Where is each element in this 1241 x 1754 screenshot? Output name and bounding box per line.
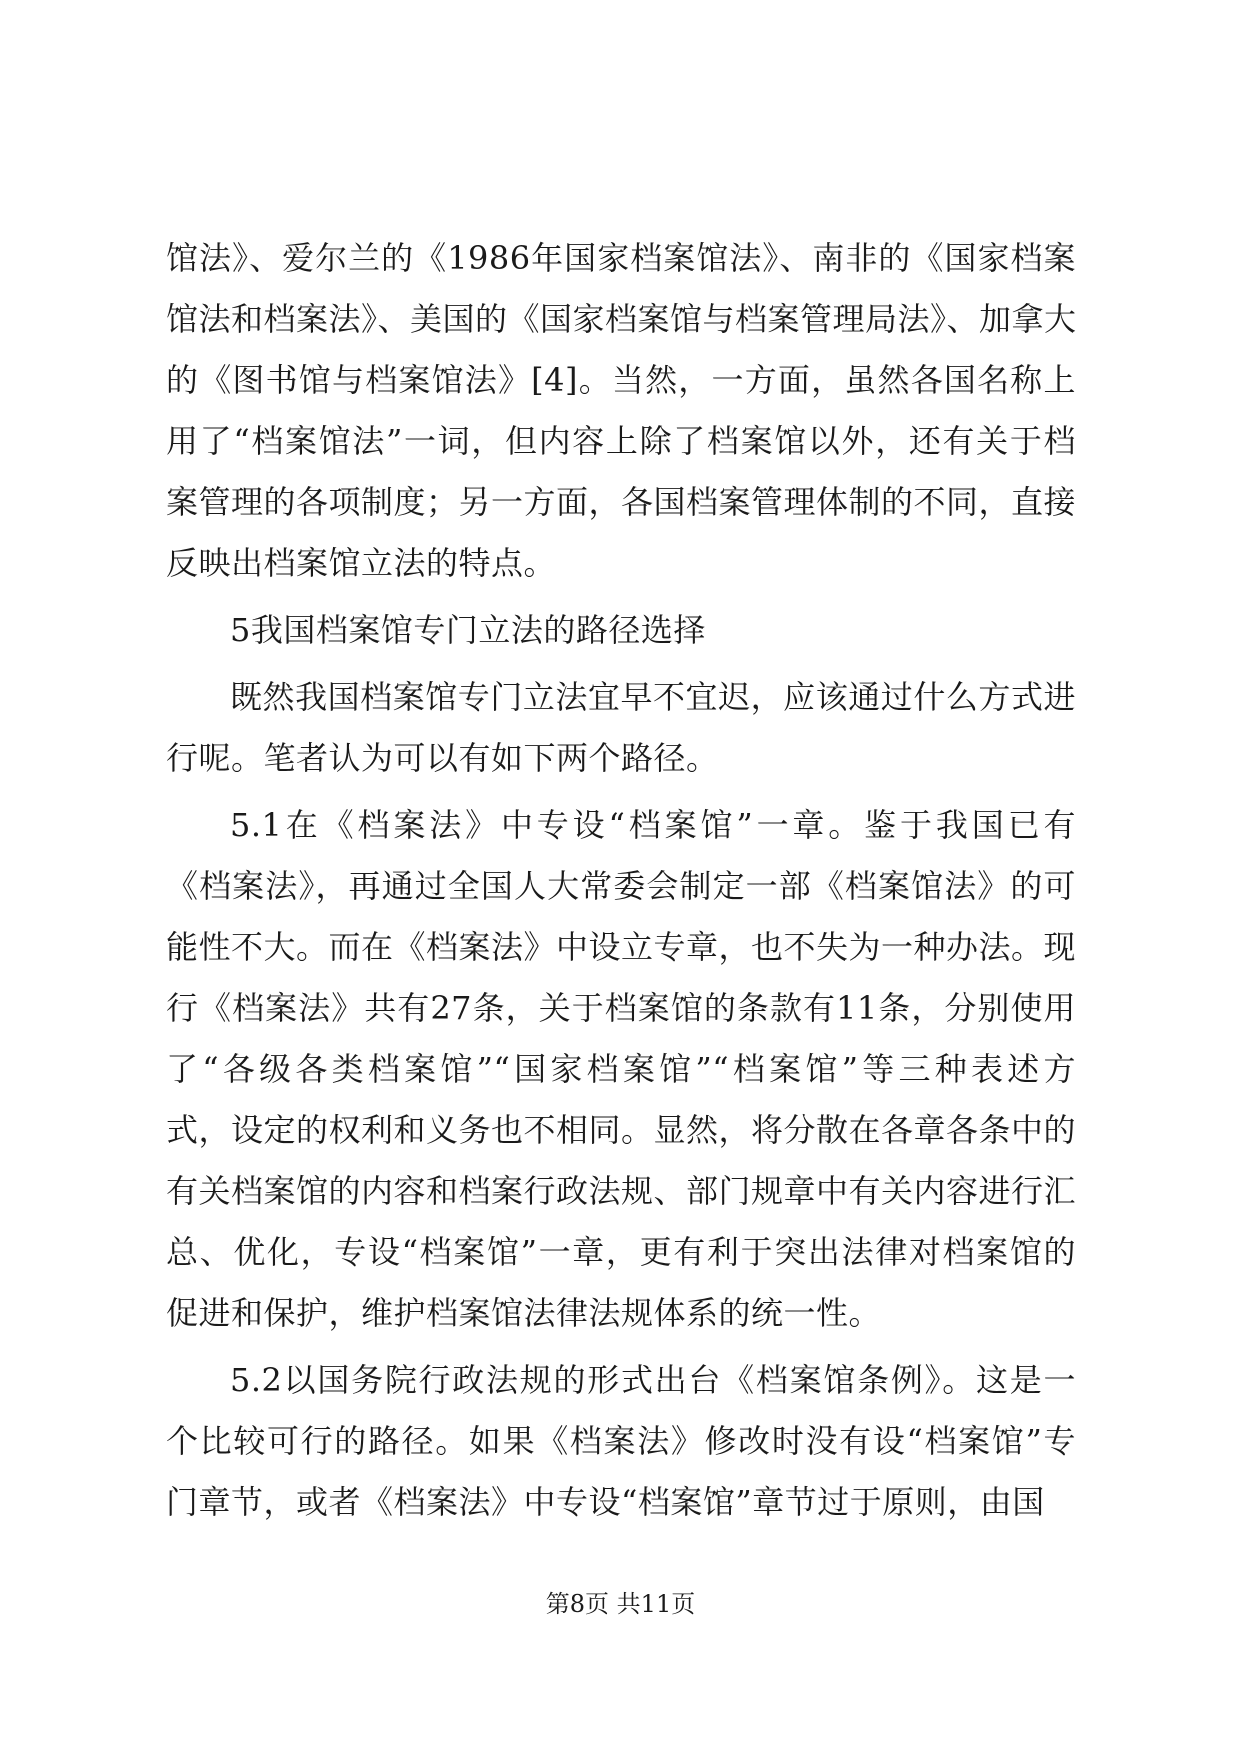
text-line: 门章节，或者《档案法》中专设“档案馆”章节过于原则，由国: [166, 1483, 1045, 1521]
paragraph: [166, 795, 1076, 1344]
paragraph: [166, 228, 1076, 594]
text-line: 用了“档案馆法”一词，但内容上除了档案馆以外，还有关于档: [166, 422, 1076, 460]
text-line: 式，设定的权利和义务也不相同。显然，将分散在各章各条中的: [166, 1111, 1077, 1149]
text-line: 的《图书馆与档案馆法》[4]。当然，一方面，虽然各国名称上: [166, 361, 1076, 399]
paragraph: [166, 600, 1076, 661]
text-line: 馆法》、爱尔兰的《1986年国家档案馆法》、南非的《国家档案: [166, 239, 1076, 277]
text-line: 《档案法》，再通过全国人大常委会制定一部《档案馆法》的可: [166, 867, 1076, 905]
text-line: 5我国档案馆专门立法的路径选择: [230, 611, 706, 649]
text-line: 了“各级各类档案馆”“国家档案馆”“档案馆”等三种表述方: [166, 1050, 1076, 1088]
text-line: 5.1在《档案法》中专设“档案馆”一章。鉴于我国已有: [230, 806, 1076, 844]
document-body: [166, 228, 1076, 1533]
text-line: 馆法和档案法》、美国的《国家档案馆与档案管理局法》、加拿大: [166, 300, 1077, 338]
text-line: 个比较可行的路径。如果《档案法》修改时没有设“档案馆”专: [166, 1422, 1076, 1460]
paragraph: [166, 667, 1076, 789]
text-line: 有关档案馆的内容和档案行政法规、部门规章中有关内容进行汇: [166, 1172, 1077, 1210]
text-line: 案管理的各项制度；另一方面，各国档案管理体制的不同，直接: [166, 483, 1077, 521]
page-footer: 第8页 共11页: [545, 1590, 696, 1618]
text-line: 行呢。笔者认为可以有如下两个路径。: [166, 739, 719, 777]
text-line: 总、优化，专设“档案馆”一章，更有利于突出法律对档案馆的: [166, 1233, 1076, 1271]
text-line: 能性不大。而在《档案法》中设立专章，也不失为一种办法。现: [166, 928, 1077, 966]
text-line: 促进和保护，维护档案馆法律法规体系的统一性。: [166, 1294, 882, 1332]
text-line: 行《档案法》共有27条，关于档案馆的条款有11条，分别使用: [166, 989, 1076, 1027]
paragraph: [166, 1350, 1076, 1533]
text-line: 5.2以国务院行政法规的形式出台《档案馆条例》。这是一: [230, 1361, 1076, 1399]
text-line: 反映出档案馆立法的特点。: [166, 544, 557, 582]
text-line: 既然我国档案馆专门立法宜早不宜迟，应该通过什么方式进: [230, 678, 1076, 716]
